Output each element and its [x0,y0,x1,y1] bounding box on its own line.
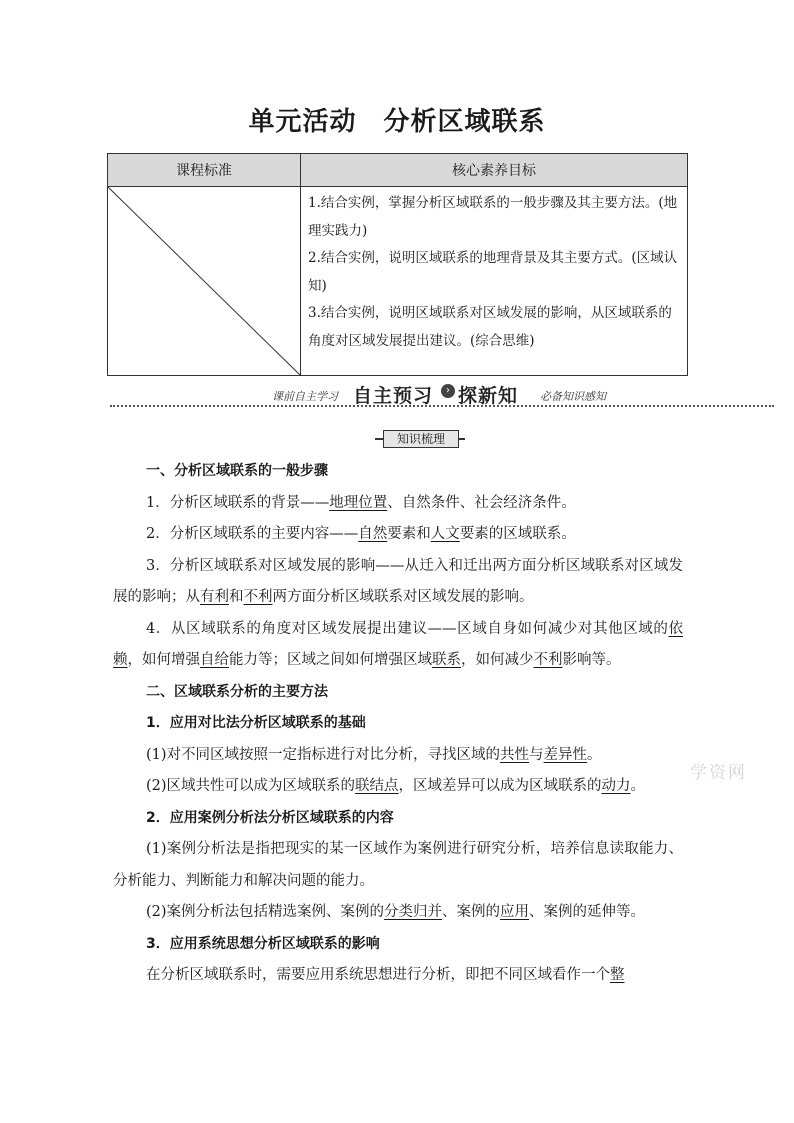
subheading: 1．应用对比法分析区域联系的基础 [146,715,366,731]
section1-heading: 一、分析区域联系的一般步骤 [146,463,328,479]
answer-blank: 依赖 [113,620,683,668]
answer-blank: 自然 [358,526,388,542]
subheading: 3．应用系统思想分析区域联系的影响 [146,935,380,952]
answer-blank: 不利 [533,652,563,668]
subheading: 2．应用案例分析法分析区域联系的内容 [146,809,394,826]
diagonal-line [108,187,300,375]
answer-blank: 自给 [200,652,229,668]
answer-blank: 地理位置 [329,494,388,511]
answer-blank: 应用 [500,904,530,920]
paragraph: 在分析区域联系时，需要应用系统思想进行分析，即把不同区域看作一个整 [146,967,625,983]
course-standard-header: 课程标准 [108,154,301,187]
paragraph: (1)对不同区域按照一定指标进行对比分析，寻找区域的共性与差异性。 [146,746,602,763]
arrow-icon: › [441,384,455,398]
banner-left-note: 课前自主学习 [272,390,338,403]
page-title: 单元活动 分析区域联系 [248,107,546,137]
dotted-divider [110,405,774,407]
paragraph: 1．分析区域联系的背景——地理位置、自然条件、社会经济条件。 [146,494,576,511]
answer-blank: 有利 [200,589,229,605]
section-banner [110,380,774,414]
core-literacy-header: 核心素养目标 [301,154,688,187]
paragraph: 3．分析区域联系对区域发展的影响——从迁入和迁出两方面分析区域联系对区域发展的影响；从有利和不利两方面分析区域联系对区域发展的影响。 [113,557,683,605]
goal-1: 1.结合实例，掌握分析区域联系的一般步骤及其主要方法。(地理实践力) [308,195,678,239]
standards-table [107,153,688,376]
empty-diagonal-cell [108,187,301,376]
answer-blank: 联系 [432,652,461,668]
banner-right-note: 必备知识感知 [540,390,606,403]
answer-blank: 人文 [430,526,460,542]
paragraph: 2．分析区域联系的主要内容——自然要素和人文要素的区域联系。 [146,526,576,542]
answer-blank: 差异性 [543,746,588,763]
answer-blank: 联结点 [355,778,399,794]
goal-3: 3.结合实例，说明区域联系对区域发展的影响，从区域联系的角度对区域发展提出建议。(综合思维) [308,305,672,349]
paragraph: (2)区域共性可以成为区域联系的联结点，区域差异可以成为区域联系的动力。 [146,778,646,794]
banner-title-left: 自主预习 [353,385,434,407]
goal-2: 2.结合实例，说明区域联系的地理背景及其主要方式。(区域认知) [308,250,678,294]
banner-title-right: 探新知 [458,385,519,407]
section2-heading: 二、区域联系分析的主要方法 [146,683,328,700]
watermark: 学资网 [690,763,747,783]
paragraph: (2)案例分析法包括精选案例、案例的分类归并、案例的应用、案例的延伸等。 [146,904,646,920]
paragraph: 4．从区域联系的角度对区域发展提出建议——区域自身如何减少对其他区域的依赖，如何增强自给能力等；区域之间如何增强区域联系，如何减少不利影响等。 [113,620,683,668]
answer-blank: 整 [610,967,625,983]
section-tag [375,430,465,448]
section-tag-label: 知识梳理 [383,430,459,448]
answer-blank: 共性 [500,746,530,763]
goals-cell [301,187,688,376]
main-content [113,456,683,992]
answer-blank: 分类归并 [384,904,443,920]
answer-blank: 动力 [601,778,631,794]
paragraph: (1)案例分析法是指把现实的某一区域作为案例进行研究分析，培养信息读取能力、分析能力、判断能力和解决问题的能力。 [113,841,683,889]
answer-blank: 不利 [243,589,273,605]
